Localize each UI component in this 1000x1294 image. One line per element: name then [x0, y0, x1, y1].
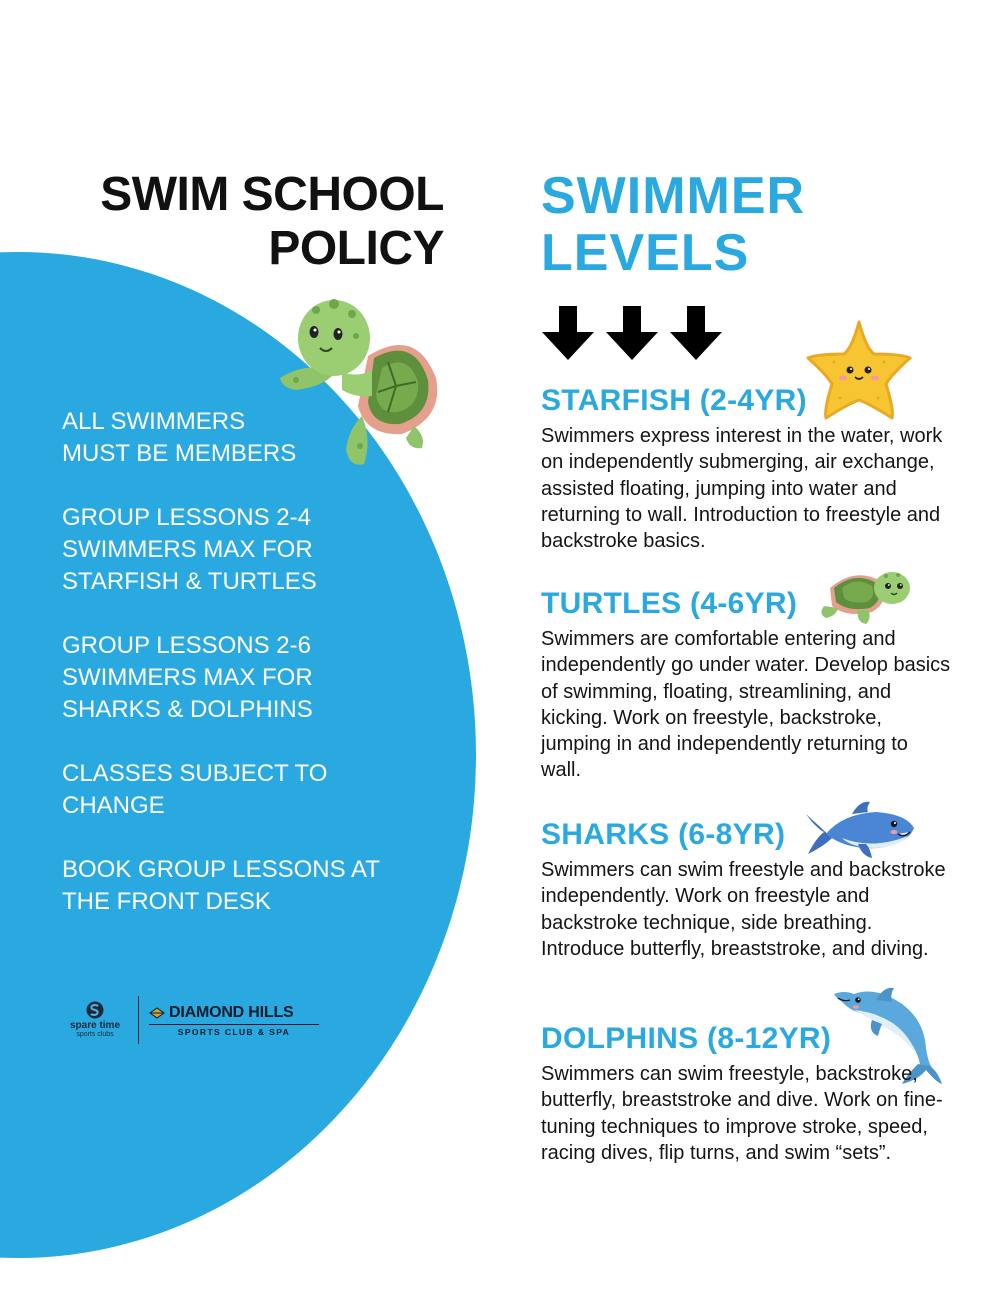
policy-title-line2: POLICY — [268, 222, 444, 275]
policy-list — [62, 406, 462, 950]
down-arrow-icon — [540, 306, 596, 360]
level-starfish — [541, 383, 951, 554]
diamond-icon — [149, 1007, 165, 1019]
level-description: Swimmers are comfortable entering and independently go under water. Develop basics of swimming, floating, streamlining, and kicking. Work on freestyle, backstroke, jumping in and independently returning to wall. — [541, 628, 951, 782]
level-description: Swimmers can swim freestyle and backstroke independently. Work on freestyle and backstroke technique, side breathing. Introduce butterfly, breaststroke, and diving. — [541, 859, 946, 960]
levels-title — [541, 168, 941, 282]
diamond-hills-tagline: SPORTS CLUB & SPA — [177, 1026, 291, 1037]
diamond-hills-name: DIAMOND HILLS — [169, 1003, 294, 1021]
down-arrow-icon — [668, 306, 724, 360]
down-arrows — [540, 306, 724, 360]
policy-item: CLASSES SUBJECT TO CHANGE — [62, 760, 328, 819]
level-turtles — [541, 586, 951, 784]
policy-item: ALL SWIMMERS MUST BE MEMBERS — [62, 408, 297, 467]
sponsor-logos — [62, 996, 322, 1044]
logo-rule — [149, 1024, 319, 1025]
policy-item: BOOK GROUP LESSONS AT THE FRONT DESK — [62, 856, 380, 915]
level-title: TURTLES (4-6YR) — [541, 587, 798, 620]
policy-item: GROUP LESSONS 2-4 SWIMMERS MAX FOR STARFISH & TURTLES — [62, 504, 317, 595]
level-sharks — [541, 817, 951, 962]
logo-divider — [138, 996, 139, 1044]
spare-time-logo — [62, 1001, 128, 1039]
level-title: DOLPHINS (8-12YR) — [541, 1022, 832, 1055]
level-title: SHARKS (6-8YR) — [541, 818, 786, 851]
spare-time-tagline: sports clubs — [76, 1031, 114, 1038]
level-title: STARFISH (2-4YR) — [541, 384, 807, 417]
level-dolphins — [541, 1021, 951, 1166]
policy-item: GROUP LESSONS 2-6 SWIMMERS MAX FOR SHARKS & DOLPHINS — [62, 632, 313, 723]
level-description: Swimmers can swim freestyle, backstroke, butterfly, breaststroke and dive. Work on fine-tuning techniques to improve stroke, speed, racing dives, flip turns, and swim “sets”. — [541, 1063, 943, 1164]
level-description: Swimmers express interest in the water, work on independently submerging, air exchange, assisted floating, jumping into water and returning to wall. Introduction to freestyle and backstroke basics. — [541, 425, 943, 553]
down-arrow-icon — [604, 306, 660, 360]
levels-title-line1: SWIMMER — [541, 167, 806, 225]
spare-time-name: spare time — [69, 1020, 121, 1031]
policy-title-line1: SWIM SCHOOL — [100, 168, 444, 221]
policy-title — [60, 168, 444, 276]
spare-time-mark-icon — [86, 1001, 104, 1019]
levels-title-line2: LEVELS — [541, 224, 750, 282]
diamond-hills-logo — [149, 1004, 319, 1037]
